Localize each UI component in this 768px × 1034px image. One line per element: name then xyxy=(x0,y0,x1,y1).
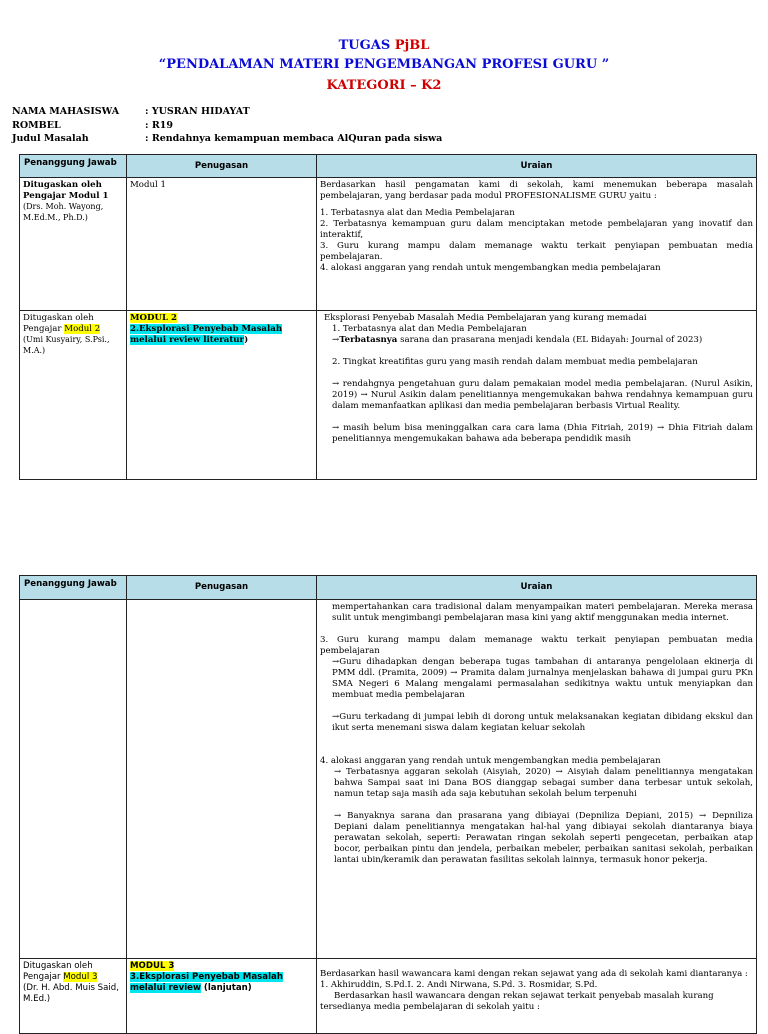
uraian-cell xyxy=(317,959,757,1034)
header-penanggung-jawab: Penanggung Jawab xyxy=(20,576,127,600)
arrow-icon: → xyxy=(332,423,344,433)
table-row xyxy=(20,600,757,959)
assignment-title: TUGAS PjBL xyxy=(338,38,430,53)
student-info xyxy=(12,105,442,146)
info-row-rombel xyxy=(12,119,442,133)
header-uraian: Uraian xyxy=(317,155,757,178)
task-cell: MODUL 3 3.Eksplorasi Penyebab Masalah melalui review (lanjutan) xyxy=(127,959,317,1034)
uraian-item: 1. Terbatasnya alat dan Media Pembelajaran xyxy=(332,324,527,334)
task-cell xyxy=(127,600,317,959)
task-title: MODUL 2 xyxy=(130,313,177,323)
task-cell: MODUL 2 2.Eksplorasi Penyebab Masalah melalui review literatur) xyxy=(127,311,317,480)
uraian-paragraph: → Terbatasnya aggaran sekolah (Aisyiah, 2020) → Aisyiah dalam penelitiannya mengatakan bahwa Sampai saat ini Dana BOS dianggap sebagai sumber dana terbesar untuk sekolah, namun tetap saja masih ada saja kebutuhan sekolah belum terpenuhi xyxy=(334,767,753,799)
uraian-cell xyxy=(317,600,757,959)
modul-highlight: Modul 2 xyxy=(64,324,101,334)
pj-cell xyxy=(20,600,127,959)
table-row xyxy=(20,311,757,480)
uraian-paragraph: →Guru terkadang di jumpai lebih di dorong untuk melaksanakan kegiatan dibidang ekskul dan ikut serta menemani siswa dalam kegiatan keluar sekolah xyxy=(332,712,753,733)
uraian-paragraph: mempertahankan cara tradisional dalam menyampaikan materi pembelajaran. Mereka merasa sulit untuk mengimbangi pembelajaran masa kini yang aktif menggunakan media internet. xyxy=(332,602,753,623)
uraian-item: →Terbatasnya sarana dan prasarana menjadi kendala (EL Bidayah: Journal of 2023) xyxy=(332,335,703,345)
info-row-judul xyxy=(12,132,442,146)
uraian-item: 2. Terbatasnya kemampuan guru dalam menciptakan metode pembelajaran yang inovatif dan interaktif, xyxy=(320,219,753,240)
uraian-item: 3. Guru kurang mampu dalam memanage waktu terkait penyiapan pembuatan media pembelajaran. xyxy=(320,241,753,262)
header-penugasan: Penugasan xyxy=(127,155,317,178)
info-label: ROMBEL xyxy=(12,119,61,131)
task-description: 2.Eksplorasi Penyebab Masalah melalui review literatur xyxy=(130,324,283,345)
assignment-category: KATEGORI – K2 xyxy=(326,78,442,93)
assignment-title-accent: PjBL xyxy=(394,38,430,53)
pj-cell xyxy=(20,178,127,311)
table-header-row xyxy=(20,576,757,600)
uraian-item: 4. alokasi anggaran yang rendah untuk mengembangkan media pembelajaran xyxy=(320,756,661,766)
info-row-name xyxy=(12,105,442,119)
info-value: : YUSRAN HIDAYAT xyxy=(145,106,250,117)
header-penanggung-jawab: Penanggung Jawab xyxy=(20,155,127,178)
arrow-icon: → xyxy=(332,335,340,345)
pj-cell: Ditugaskan oleh Pengajar Modul 2 (Umi Kusyairy, S.Psi., M.A.) xyxy=(20,311,127,480)
table-row xyxy=(20,178,757,311)
uraian-item: 2. Tingkat kreatifitas guru yang masih rendah dalam membuat media pembelajaran xyxy=(332,357,698,367)
task-cell xyxy=(127,178,317,311)
pj-cell: Ditugaskan oleh Pengajar Modul 3 (Dr. H. Abd. Muis Said, M.Ed.) xyxy=(20,959,127,1034)
uraian-paragraph: → Banyaknya sarana dan prasarana yang dibiayai (Depniliza Depiani, 2015) → Depniliza Depiani dalam penelitiannya mengatakan hal-hal yang dibiayai sekolah diantaranya biaya perawatan sekolah, seperti: Perawatan ringan sekolah seperti pengecetan, perbaikan atap bocor, perbaikan pintu dan jendela, perbaikan mebeler, perbaikan sanitasi sekolah, perbaikan lantai ubin/keramik dan perawatan fasilitas sekolah lainnya, termasuk honor pekerja. xyxy=(334,811,753,865)
info-label: NAMA MAHASISWA xyxy=(12,106,120,117)
uraian-paragraph: Eksplorasi Penyebab Masalah Media Pembelajaran yang kurang memadai xyxy=(324,313,647,323)
pj-name: (Umi Kusyairy, S.Psi., M.A.) xyxy=(23,335,110,355)
pj-name: (Dr. H. Abd. Muis Said, M.Ed.) xyxy=(23,983,119,1004)
modul-highlight: Modul 3 xyxy=(63,972,98,982)
uraian-paragraph: →Guru dihadapkan dengan beberapa tugas tambahan di antaranya pengelolaan ekinerja di PMM ddl. (Pramita, 2009) → Pramita dalam jurnalnya menjelaskan bahawa di jumpai guru PKn SMA Negeri 6 Malang mengalami permasalahan sedikitnya waktu untuk menyiapkan dan membuat media pembelajaran xyxy=(332,657,753,700)
table-header-row xyxy=(20,155,757,178)
task-title: MODUL 3 xyxy=(130,961,175,971)
uraian-paragraph: → rendahgnya pengetahuan guru dalam pemakaian model media pembelajaran. (Nurul Asikin, 2019) → Nurul Asikin dalam penelitiannya mengemukakan bahwa rendahnya kemampuan guru dalam memanfaatkan aplikasi dan media pembelajaran berbasis Virtual Reality. xyxy=(332,379,753,411)
uraian-paragraph: → masih belum bisa meninggalkan cara cara lama (Dhia Fitriah, 2019) → Dhia Fitriah dalam penelitiannya mengemukakan bahawa ada beberapa pendidik masih xyxy=(332,423,753,444)
uraian-cell xyxy=(317,311,757,480)
arrow-icon: → xyxy=(334,767,346,777)
assignment-table-page1 xyxy=(19,154,757,480)
arrow-icon: → xyxy=(334,811,348,821)
uraian-item: 4. alokasi anggaran yang rendah untuk mengembangkan media pembelajaran xyxy=(320,263,661,273)
task-title: Modul 1 xyxy=(130,180,166,190)
arrow-icon: → xyxy=(332,379,343,389)
pj-name: (Drs. Moh. Wayong, M.Ed.M., Ph.D.) xyxy=(23,202,104,222)
header-penugasan: Penugasan xyxy=(127,576,317,600)
uraian-item: 3. Guru kurang mampu dalam memanage waktu terkait penyiapan pembuatan media pembelajaran xyxy=(320,635,753,656)
uraian-paragraph: Berdasarkan hasil pengamatan kami di sekolah, kami menemukan beberapa masalah pembelajaran, yang berdasar pada modul PROFESIONALISME GURU yaitu : xyxy=(320,180,753,201)
pj-title: Ditugaskan oleh Pengajar Modul 1 xyxy=(23,180,109,201)
info-label: Judul Masalah xyxy=(12,133,89,144)
uraian-paragraph: Berdasarkan hasil wawancara dengan rekan sejawat terkait penyebab masalah kurang tersedianya media pembelajaran di sekolah yaitu : xyxy=(320,991,714,1012)
info-value: : R19 xyxy=(145,119,173,131)
assignment-subtitle: “PENDALAMAN MATERI PENGEMBANGAN PROFESI GURU ” xyxy=(158,57,610,72)
uraian-cell xyxy=(317,178,757,311)
info-value: : Rendahnya kemampuan membaca AlQuran pada siswa xyxy=(145,133,443,144)
table-row xyxy=(20,959,757,1034)
uraian-item: 1. Terbatasnya alat dan Media Pembelajaran xyxy=(320,208,515,218)
uraian-paragraph: Berdasarkan hasil wawancara kami dengan rekan sejawat yang ada di sekolah kami diantaranya : 1. Akhiruddin, S.Pd.I. 2. Andi Nirwana, S.Pd. 3. Rosmidar, S.Pd. xyxy=(320,969,748,990)
header-uraian: Uraian xyxy=(317,576,757,600)
task-description: 3.Eksplorasi Penyebab Masalah melalui review xyxy=(130,972,283,993)
assignment-table-page2 xyxy=(19,575,757,1034)
